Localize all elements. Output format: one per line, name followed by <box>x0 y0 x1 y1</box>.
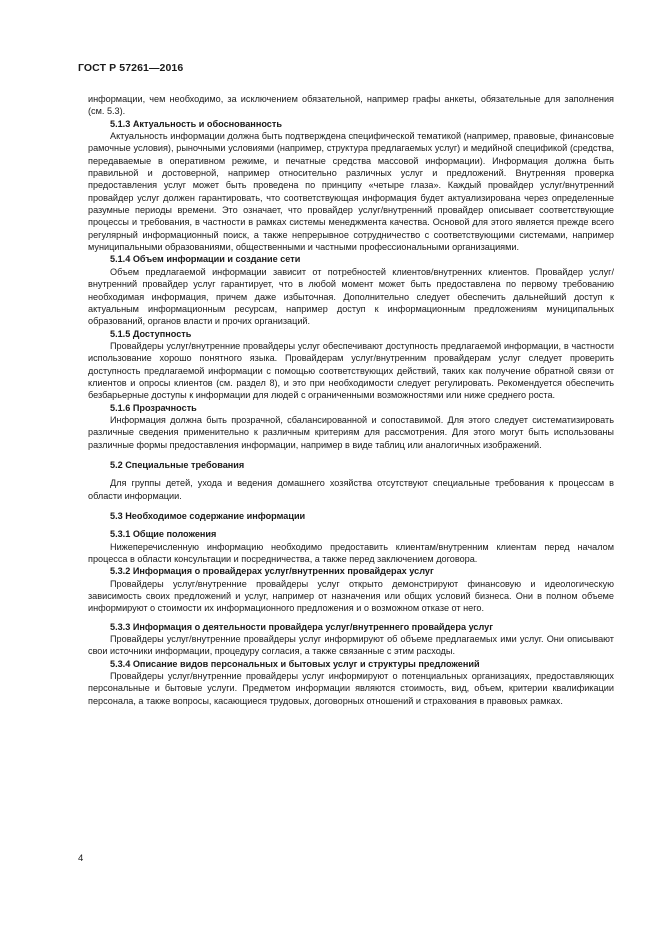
subsection-heading: 5.3.4 Описание видов персональных и бытовых услуг и структуры предложений <box>110 658 480 669</box>
paragraph: Объем предлагаемой информации зависит от потребностей клиентов/внутренних клиентов. Провайдер услуг/внутренний провайдер услуг гарантирует, что в любой момент может быть предоставлена по первому требованию необходимая информация, причем даже избыточная. Дополнительно следует обеспечить дальнейший доступ к актуальным информационным ресурсам, например доступ к информационным предложениям муниципальных образований, органов власти и прочих организаций. <box>88 266 614 327</box>
subsection-heading: 5.1.5 Доступность <box>110 328 192 339</box>
section-heading: 5.3 Необходимое содержание информации <box>110 511 306 521</box>
subsection-heading: 5.1.3 Актуальность и обоснованность <box>110 118 282 129</box>
paragraph: Провайдеры услуг/внутренние провайдеры услуг информируют об объеме предлагаемых ими услуг. Они описывают свои источники информации, процедуру согласия, а также связанные с этим расходы. <box>88 634 614 657</box>
paragraph: Актуальность информации должна быть подтверждена специфической тематикой (например, правовые, финансовые рамочные условия), рыночными условиями (например, структура предлагаемых услуг) и медийной спецификой (средства, передаваемые в оперативном режиме, и печатные средства массовой информации). Информация должна быть правильной и достоверной, например относительно различных услуг и предложений. Внутренняя проверка предоставления услуг может быть проведена по принципу «четыре глаза». Каждый провайдер услуг/внутренний провайдер услуг должен гарантировать, что соответствующая информация будет актуализирована через определенные разумные периоды времени. Это означает, что провайдер услуг/внутренний провайдер описывает соответствующие процессы и требования, в частности в рамках системы менеджмента качества. Основой для этого является прежде всего регулярный информационный поиск, а также непрерывное сотрудничество с соответствующими системами, например муниципальными образованиями, общественными и частными профессиональными организациями. <box>88 131 614 253</box>
page-number: 4 <box>78 853 84 864</box>
document-code: ГОСТ Р 57261—2016 <box>78 62 184 74</box>
paragraph: Провайдеры услуг/внутренние провайдеры услуг обеспечивают доступность предлагаемой информации, в частности использование хорошо понятного языка. Провайдерам услуг/внутренним провайдерам услуг следует проверить доступность предлагаемой информации с помощью соответствующих действий, таких как получение обратной связи от клиентов и опросы клиентов (см. раздел 8), и это при необходимости следует регулировать. Рекомендуется обеспечить безбарьерные доступы к информации для людей с ограниченными возможностями или ниже среднего роста. <box>88 340 614 401</box>
paragraph: Информация должна быть прозрачной, сбалансированной и сопоставимой. Для этого следует систематизировать различные сведения применительно к различным критериям для рассмотрения. Для этого могут быть использованы различные формы предоставления информации, например в виде таблиц или аналогичных изображений. <box>88 414 614 450</box>
paragraph: Провайдеры услуг/внутренние провайдеры услуг информируют о потенциальных организациях, предоставляющих персональные и бытовые услуги. Предметом информации являются стоимость, вид, объем, критерии квалификации персонала, а также вопросы, касающиеся трудовых, договорных отношений и страхования в правовых рамках. <box>88 671 614 706</box>
paragraph: Для группы детей, ухода и ведения домашнего хозяйства отсутствуют специальные требования к процессам в области информации. <box>88 478 614 501</box>
subsection-heading: 5.1.4 Объем информации и создание сети <box>110 254 301 265</box>
subsection-heading: 5.3.3 Информация о деятельности провайдера услуг/внутреннего провайдера услуг <box>110 621 494 632</box>
subsection-heading: 5.3.1 Общие положения <box>110 529 217 540</box>
paragraph: Нижеперечисленную информацию необходимо предоставить клиентам/внутренним клиентам перед началом процесса в области консультации и посредничества, а также перед заключением договора. <box>88 541 614 565</box>
subsection-heading: 5.1.6 Прозрачность <box>110 402 197 413</box>
paragraph: Провайдеры услуг/внутренние провайдеры услуг открыто демонстрируют финансовую и идеологическую зависимость своих предложений и услуг, например от назначения или общих условий бизнеса. Они в полном объеме информируют о стоимости их информационного предложения и о возможном отказе от него. <box>88 578 614 614</box>
document-body <box>88 93 614 707</box>
subsection-heading: 5.3.2 Информация о провайдерах услуг/внутренних провайдерах услуг <box>110 566 434 577</box>
paragraph: информации, чем необходимо, за исключением обязательной, например графы анкеты, обязательные для заполнения (см. 5.3). <box>88 94 614 117</box>
section-heading: 5.2 Специальные требования <box>110 459 245 470</box>
